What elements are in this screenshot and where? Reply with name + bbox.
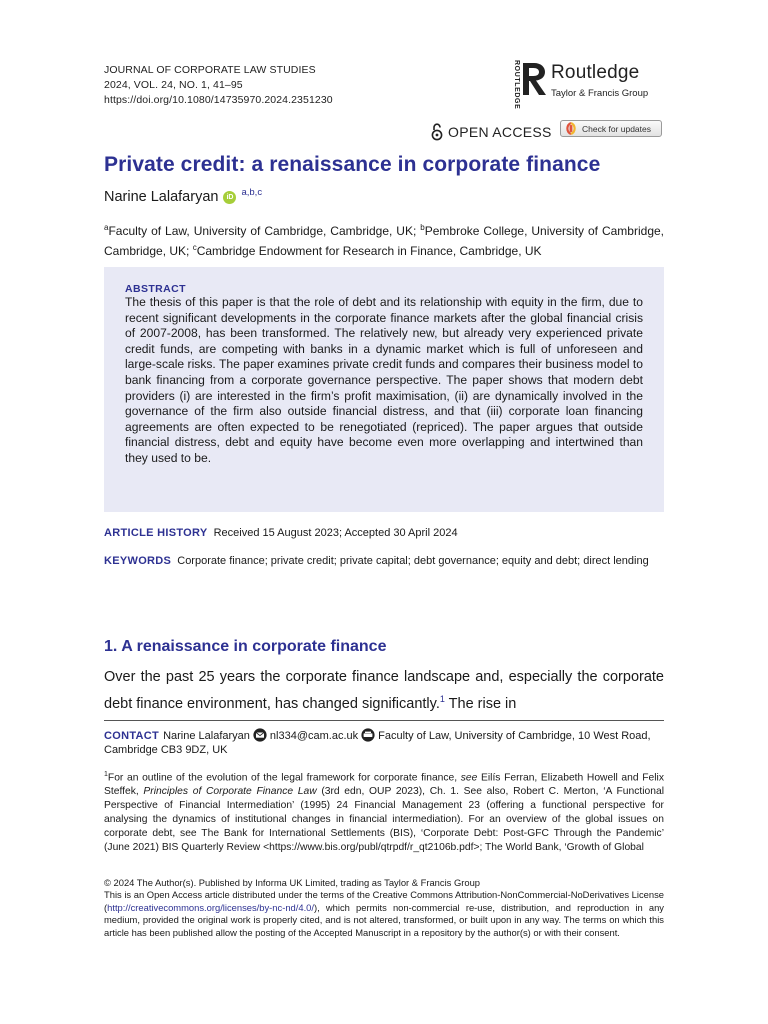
open-lock-icon [430, 123, 444, 141]
contact-name: Narine Lalafaryan [163, 730, 250, 742]
affil-b: Pembroke College, University of Cambridge, Cambridge, UK; [104, 224, 664, 258]
affil-mark-a: a [104, 223, 109, 232]
footnote-see: see [460, 772, 478, 784]
abstract-box [104, 267, 664, 512]
history-heading: ARTICLE HISTORY [104, 527, 208, 539]
footnote-1 [104, 768, 664, 855]
check-updates-label: Check for updates [582, 123, 651, 134]
article-title: Private credit: a renaissance in corporate finance [104, 153, 601, 176]
footnote-text-1: For an outline of the evolution of the legal framework for corporate finance, [107, 772, 461, 784]
article-history [104, 527, 458, 539]
footnote-ref[interactable]: 1 [439, 694, 445, 704]
license-text-1: This is an Open Access article distributed under the terms of the Creative Commons Attribution-NonCommercial-NoDerivatives License ( [104, 889, 664, 913]
routledge-r-icon [521, 61, 547, 97]
body-paragraph [104, 666, 664, 715]
license-block [104, 877, 664, 939]
keywords [104, 554, 664, 568]
body-text-a: Over the past 25 years the corporate finance landscape and, especially the corporate debt finance environment, has changed significantly. [104, 669, 664, 712]
affil-a: Faculty of Law, University of Cambridge, Cambridge, UK; [108, 224, 421, 238]
affil-mark-b: b [420, 223, 425, 232]
footnote-text-2: Eilís Ferran, Elizabeth Howell and Felix Steffek, [104, 772, 664, 798]
doi-link[interactable]: https://doi.org/10.1080/14735970.2024.2351230 [104, 94, 333, 106]
publisher-group: Taylor & Francis Group [551, 88, 649, 99]
email-icon [252, 728, 268, 742]
abstract-heading: ABSTRACT [125, 283, 186, 295]
affil-mark-c: c [192, 242, 197, 252]
license-link[interactable]: http://creativecommons.org/licenses/by-nc-nd/4.0/ [107, 901, 314, 913]
history-text: Received 15 August 2023; Accepted 30 April 2024 [213, 527, 458, 539]
copyright-line: © 2024 The Author(s). Published by Informa UK Limited, trading as Taylor & Francis Group [104, 877, 481, 888]
contact-block [104, 728, 664, 757]
logo-vertical-text: ROUTLEDGE [513, 60, 520, 110]
open-access-label: OPEN ACCESS [448, 124, 552, 140]
address-icon [360, 728, 376, 742]
keywords-heading: KEYWORDS [104, 555, 172, 567]
footnote-mark: 1 [104, 771, 108, 778]
journal-header [104, 63, 333, 108]
contact-address: Faculty of Law, University of Cambridge, 10 West Road, Cambridge CB3 9DZ, UK [104, 730, 651, 756]
journal-name: JOURNAL OF CORPORATE LAW STUDIES [104, 64, 316, 76]
open-access-badge [430, 122, 552, 142]
footnote-book-title: Principles of Corporate Finance Law [143, 786, 317, 798]
publisher-logo [510, 58, 670, 110]
affiliations [104, 220, 664, 259]
affil-c: Cambridge Endowment for Research in Finance, Cambridge, UK [196, 243, 542, 258]
orcid-icon[interactable]: iD [223, 191, 236, 204]
contact-email[interactable]: nl334@cam.ac.uk [269, 730, 359, 742]
journal-volume: 2024, VOL. 24, NO. 1, 41–95 [104, 79, 243, 91]
abstract-text: The thesis of this paper is that the role of debt and its relationship with equity in the firm, due to recent significant developments in the corporate finance markets after the global financial crisis of 2007-2008, has been transformed. The relatively new, but already very experienced private credit funds, are competing with banks in a dynamic market which is full of unforeseen and large-scale risks. The paper examines private credit funds and compares their business model to bank financing from a corporate governance perspective. The paper shows that modern debt providers (i) are interested in the firm’s profit maximisation, (ii) are dynamically involved in the governance of the firm also outside financial distress, and that (iii) corporate loan financing agreements are often expected to be renegotiated (repriced). The paper argues that outside financial distress, debt and equity have become even more overlapping and intertwined than they used to be. [125, 295, 643, 465]
publisher-name: Routledge [551, 62, 640, 83]
author-line [104, 186, 263, 205]
license-text-2: ), which permits non-commercial re-use, distribution, and reproduction in any medium, provided the original work is properly cited, and is not altered, transformed, or built upon in any way. The terms on which this article has been published allow the posting of the Accepted Manuscript in a repository by the author(s) or with their consent. [104, 901, 664, 938]
keywords-text: Corporate finance; private credit; private capital; debt governance; equity and debt; direct lending [177, 555, 649, 567]
check-updates-icon [564, 122, 578, 135]
body-text-b: The rise in [444, 695, 517, 712]
author-name: Narine Lalafaryan [104, 189, 219, 205]
contact-heading: CONTACT [104, 730, 160, 742]
check-for-updates-button[interactable] [560, 120, 662, 137]
author-affiliation-marks: a,b,c [241, 186, 263, 198]
license-text [104, 889, 664, 939]
footnote-text-3: (3rd edn, OUP 2023), Ch. 1. See also, Robert C. Merton, ‘A Functional Perspective of Financial Intermediation’ (1995) 24 Financial Management 23 (offering a functional perspective for analysing the dynamics of institutional changes in financial intermediation). For an overview of the global issues on corporate debt, see The Bank for International Settlements (BIS), ‘Corporate Debt: Post-GFC Through the Pandemic’ (June 2021) BIS Quarterly Review <https://www.bis.org/publ/qtrpdf/r_qt2106b.pdf>; The World Bank, ‘Growth of Global [104, 786, 664, 854]
footnote-divider [104, 720, 664, 721]
section-heading: 1. A renaissance in corporate finance [104, 638, 387, 655]
